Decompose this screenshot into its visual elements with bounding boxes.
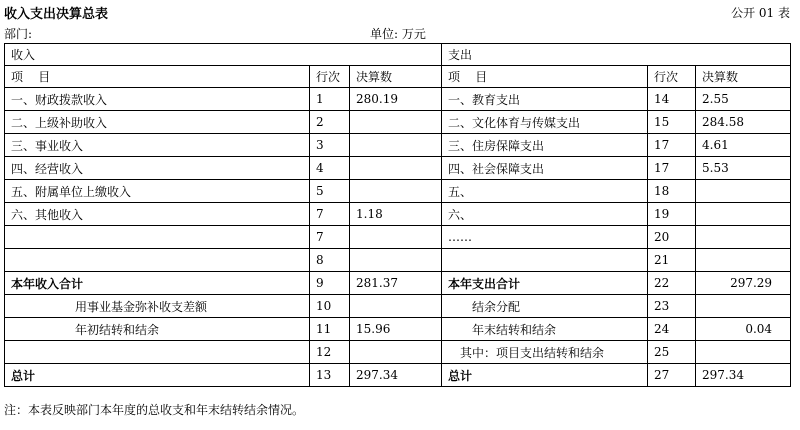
column-header-row: [5, 66, 791, 88]
expense-amount: 0.04: [696, 318, 791, 341]
income-amount: 281.37: [350, 272, 442, 295]
income-row-no: 4: [310, 157, 350, 180]
expense-item: 结余分配: [442, 295, 648, 318]
expense-section-header: 支出: [442, 44, 791, 66]
expense-amount: 5.53: [696, 157, 791, 180]
expense-amount: [696, 226, 791, 249]
income-item-header: 项 目: [5, 66, 310, 88]
income-amount: 1.18: [350, 203, 442, 226]
income-row-no-header: 行次: [310, 66, 350, 88]
income-row-no: 3: [310, 134, 350, 157]
annual-total-row: [5, 272, 791, 295]
expense-item-header: 项 目: [442, 66, 648, 88]
section-header-row: [5, 44, 791, 66]
income-row-no: 9: [310, 272, 350, 295]
expense-row-no: 20: [648, 226, 696, 249]
expense-item: 其中：项目支出结转和结余: [442, 341, 648, 364]
income-expense-table: [4, 43, 791, 387]
income-item: 二、上级补助收入: [5, 111, 310, 134]
income-item: 六、其他收入: [5, 203, 310, 226]
income-amount: [350, 249, 442, 272]
expense-row-no: 23: [648, 295, 696, 318]
report-title: 收入支出决算总表: [4, 7, 109, 22]
table-row: [5, 295, 791, 318]
expense-amount: [696, 295, 791, 318]
expense-item: 本年支出合计: [442, 272, 648, 295]
expense-row-no: 24: [648, 318, 696, 341]
income-item: 五、附属单位上缴收入: [5, 180, 310, 203]
income-item: 四、经营收入: [5, 157, 310, 180]
income-row-no: 11: [310, 318, 350, 341]
expense-amount: 284.58: [696, 111, 791, 134]
income-item: [5, 226, 310, 249]
grand-total-row: [5, 364, 791, 387]
expense-item: 三、住房保障支出: [442, 134, 648, 157]
expense-amount: [696, 249, 791, 272]
department-label: 部门:: [4, 27, 33, 41]
expense-row-no: 15: [648, 111, 696, 134]
income-row-no: 1: [310, 88, 350, 111]
expense-row-no: 19: [648, 203, 696, 226]
table-row: [5, 341, 791, 364]
expense-amount: 2.55: [696, 88, 791, 111]
expense-amount: 4.61: [696, 134, 791, 157]
table-row: [5, 180, 791, 203]
income-item: 三、事业收入: [5, 134, 310, 157]
income-amount: [350, 295, 442, 318]
expense-amount: 297.34: [696, 364, 791, 387]
table-row: [5, 226, 791, 249]
table-row: [5, 111, 791, 134]
income-row-no: 8: [310, 249, 350, 272]
table-row: [5, 318, 791, 341]
income-amount: 297.34: [350, 364, 442, 387]
expense-amount: [696, 341, 791, 364]
income-row-no: 7: [310, 226, 350, 249]
expense-amount: [696, 203, 791, 226]
income-amount: [350, 157, 442, 180]
expense-row-no: 17: [648, 134, 696, 157]
income-amount: [350, 134, 442, 157]
expense-row-no: 21: [648, 249, 696, 272]
expense-amount: 297.29: [696, 272, 791, 295]
income-amount: [350, 180, 442, 203]
income-row-no: 7: [310, 203, 350, 226]
expense-row-no: 14: [648, 88, 696, 111]
table-row: [5, 157, 791, 180]
income-row-no: 5: [310, 180, 350, 203]
expense-item: 总计: [442, 364, 648, 387]
income-item: [5, 341, 310, 364]
income-amount: [350, 341, 442, 364]
income-amount: [350, 111, 442, 134]
expense-amount: [696, 180, 791, 203]
income-amount: [350, 226, 442, 249]
expense-item: 五、: [442, 180, 648, 203]
expense-item: ……: [442, 226, 648, 249]
income-item: [5, 249, 310, 272]
unit-label: 单位: 万元: [370, 27, 426, 41]
income-row-no: 10: [310, 295, 350, 318]
income-section-header: 收入: [5, 44, 442, 66]
expense-row-no: 18: [648, 180, 696, 203]
income-row-no: 12: [310, 341, 350, 364]
expense-item: 一、教育支出: [442, 88, 648, 111]
expense-item: [442, 249, 648, 272]
expense-item: 二、文化体育与传媒支出: [442, 111, 648, 134]
form-number: 公开 01 表: [731, 6, 790, 20]
income-amount-header: 决算数: [350, 66, 442, 88]
income-item: 用事业基金弥补收支差额: [5, 295, 310, 318]
expense-row-no: 25: [648, 341, 696, 364]
income-item: 一、财政拨款收入: [5, 88, 310, 111]
table-row: [5, 249, 791, 272]
expense-row-no: 22: [648, 272, 696, 295]
income-item: 年初结转和结余: [5, 318, 310, 341]
expense-item: 六、: [442, 203, 648, 226]
table-row: [5, 88, 791, 111]
income-row-no: 13: [310, 364, 350, 387]
expense-row-no-header: 行次: [648, 66, 696, 88]
income-item: 总计: [5, 364, 310, 387]
income-amount: 15.96: [350, 318, 442, 341]
income-row-no: 2: [310, 111, 350, 134]
income-amount: 280.19: [350, 88, 442, 111]
table-row: [5, 203, 791, 226]
footnote: 注：本表反映部门本年度的总收支和年末结转结余情况。: [4, 403, 305, 417]
expense-item: 年末结转和结余: [442, 318, 648, 341]
table-row: [5, 134, 791, 157]
expense-item: 四、社会保障支出: [442, 157, 648, 180]
expense-row-no: 17: [648, 157, 696, 180]
expense-row-no: 27: [648, 364, 696, 387]
expense-amount-header: 决算数: [696, 66, 791, 88]
income-item: 本年收入合计: [5, 272, 310, 295]
